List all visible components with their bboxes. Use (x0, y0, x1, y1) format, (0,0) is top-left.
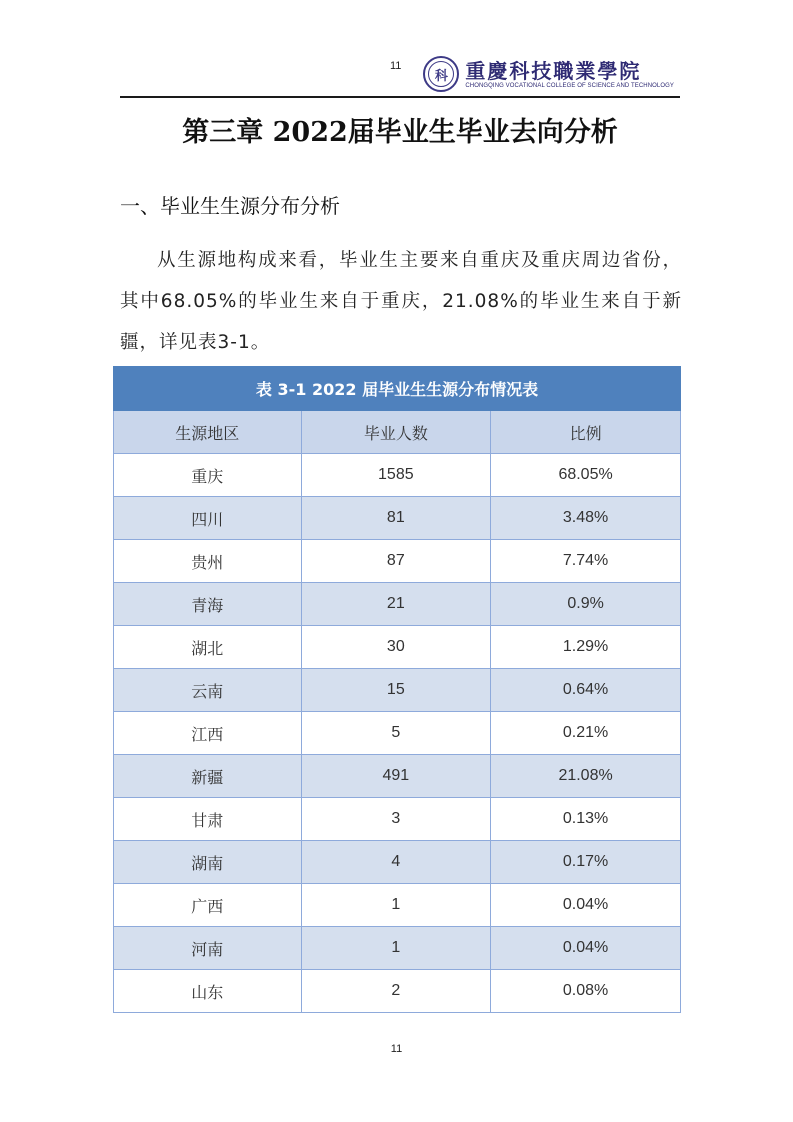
column-header-region: 生源地区 (114, 411, 302, 454)
cell-count: 15 (301, 669, 491, 712)
cell-count: 87 (301, 540, 491, 583)
cell-region: 贵州 (114, 540, 302, 583)
college-name-cn: 重慶科技職業學院 (465, 58, 642, 83)
cell-region: 四川 (114, 497, 302, 540)
college-name-en: CHONGQING VOCATIONAL COLLEGE OF SCIENCE AND TECHNOLOGY (465, 82, 674, 89)
college-logo (423, 54, 674, 94)
cell-count: 30 (301, 626, 491, 669)
cell-count: 2 (301, 970, 491, 1013)
cell-count: 21 (301, 583, 491, 626)
table-row (114, 454, 681, 497)
table-row (114, 583, 681, 626)
footer-page-number: 11 (390, 1043, 403, 1055)
logo-text (465, 60, 674, 89)
section-title: 一、毕业生生源分布分析 (120, 194, 340, 218)
cell-region: 甘肃 (114, 798, 302, 841)
cell-ratio: 0.64% (491, 669, 681, 712)
cell-ratio: 0.9% (491, 583, 681, 626)
table-header-row (114, 411, 681, 454)
cell-ratio: 0.08% (491, 970, 681, 1013)
cell-count: 5 (301, 712, 491, 755)
cell-region: 广西 (114, 884, 302, 927)
table-row (114, 540, 681, 583)
cell-ratio: 7.74% (491, 540, 681, 583)
seal-glyph: 科 (434, 68, 448, 84)
table-row (114, 712, 681, 755)
cell-count: 81 (301, 497, 491, 540)
table-row (114, 970, 681, 1013)
cell-count: 491 (301, 755, 491, 798)
header-page-number: 11 (390, 60, 402, 72)
table-caption-row (114, 367, 681, 411)
cell-region: 江西 (114, 712, 302, 755)
page-header (120, 52, 680, 96)
cell-ratio: 3.48% (491, 497, 681, 540)
cell-ratio: 0.04% (491, 927, 681, 970)
cell-region: 山东 (114, 970, 302, 1013)
cell-count: 3 (301, 798, 491, 841)
table-row (114, 755, 681, 798)
college-seal-icon (423, 56, 459, 92)
cell-ratio: 0.21% (491, 712, 681, 755)
cell-region: 新疆 (114, 755, 302, 798)
cell-region: 青海 (114, 583, 302, 626)
cell-region: 湖南 (114, 841, 302, 884)
cell-count: 1585 (301, 454, 491, 497)
chapter-title: 第三章 2022届毕业生毕业去向分析 (182, 117, 618, 148)
cell-region: 河南 (114, 927, 302, 970)
table-row (114, 927, 681, 970)
column-header-count: 毕业人数 (301, 411, 491, 454)
cell-ratio: 68.05% (491, 454, 681, 497)
source-distribution-table (113, 366, 681, 1013)
cell-ratio: 21.08% (491, 755, 681, 798)
cell-region: 云南 (114, 669, 302, 712)
table-row (114, 884, 681, 927)
cell-ratio: 0.04% (491, 884, 681, 927)
table-row (114, 626, 681, 669)
cell-ratio: 0.17% (491, 841, 681, 884)
table-row (114, 497, 681, 540)
cell-count: 4 (301, 841, 491, 884)
cell-ratio: 1.29% (491, 626, 681, 669)
cell-region: 湖北 (114, 626, 302, 669)
cell-region: 重庆 (114, 454, 302, 497)
body-paragraph: 从生源地构成来看，毕业生主要来自重庆及重庆周边省份，其中68.05%的毕业生来自于重庆，21.08%的毕业生来自于新疆，详见表3-1。 (120, 250, 682, 353)
table-row (114, 669, 681, 712)
table-row (114, 798, 681, 841)
table-row (114, 841, 681, 884)
column-header-ratio: 比例 (491, 411, 681, 454)
header-divider (120, 96, 680, 98)
cell-count: 1 (301, 884, 491, 927)
table-caption: 表 3-1 2022 届毕业生生源分布情况表 (114, 367, 681, 411)
cell-count: 1 (301, 927, 491, 970)
cell-ratio: 0.13% (491, 798, 681, 841)
